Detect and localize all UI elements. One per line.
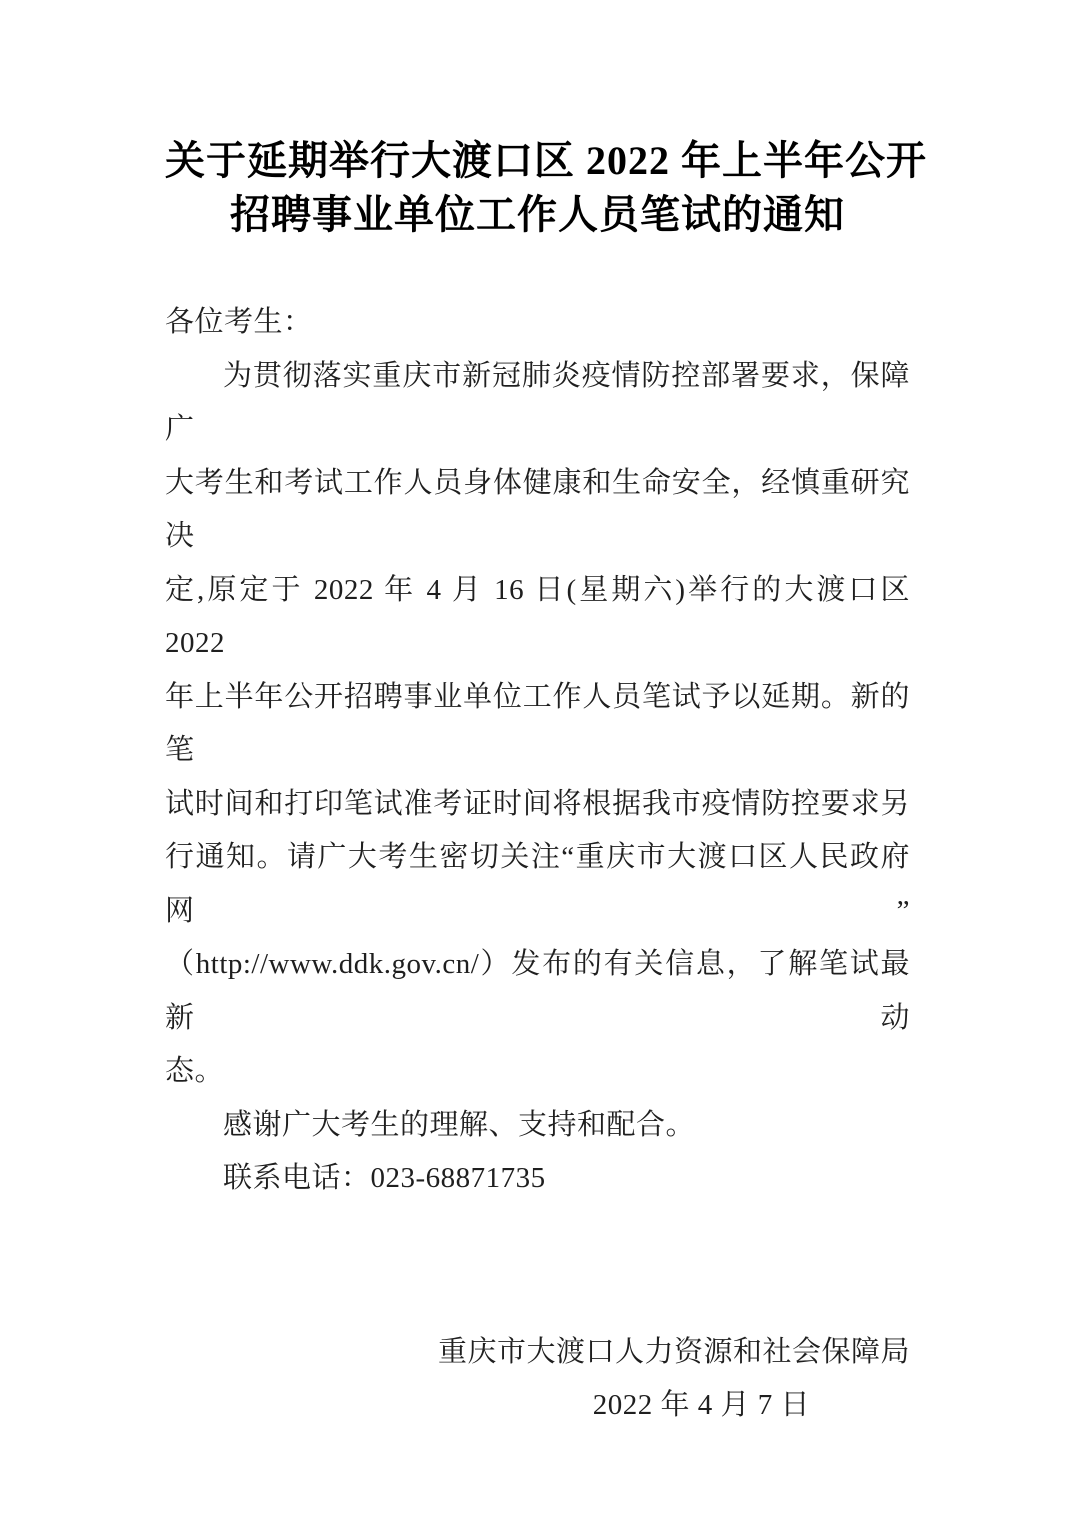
issue-date: 2022 年 4 月 7 日 [592,1389,810,1421]
body-line: 年上半年公开招聘事业单位工作人员笔试予以延期。新的笔 [165,680,910,766]
document-title-line-2: 招聘事业单位工作人员笔试的通知 [230,192,845,237]
body-line: 大考生和考试工作人员身体健康和生命安全，经慎重研究决 [165,466,910,552]
body-line: 感谢广大考生的理解、支持和配合。 [223,1108,696,1141]
body-line: 态。 [165,1055,225,1087]
body-line: 定,原定于 2022 年 4 月 16 日(星期六)举行的大渡口区 2022 [165,573,910,659]
signature-block [165,1326,910,1433]
document-title-line-1: 关于延期举行大渡口区 2022 年上半年公开 [165,138,927,183]
body-line: 行通知。请广大考生密切关注“重庆市大渡口区人民政府网” [165,841,910,927]
body-text [165,350,910,1206]
issuer-name: 重庆市大渡口人力资源和社会保障局 [437,1335,910,1368]
document-title [165,134,927,242]
body-line: （http://www.ddk.gov.cn/）发布的有关信息，了解笔试最新动 [165,948,910,1034]
salutation: 各位考生： [165,306,313,338]
body-line: 联系电话：023-68871735 [223,1162,546,1194]
body-line: 试时间和打印笔试准考证时间将根据我市疫情防控要求另 [165,787,910,820]
body-line: 为贯彻落实重庆市新冠肺炎疫情防控部署要求，保障广 [165,359,910,445]
